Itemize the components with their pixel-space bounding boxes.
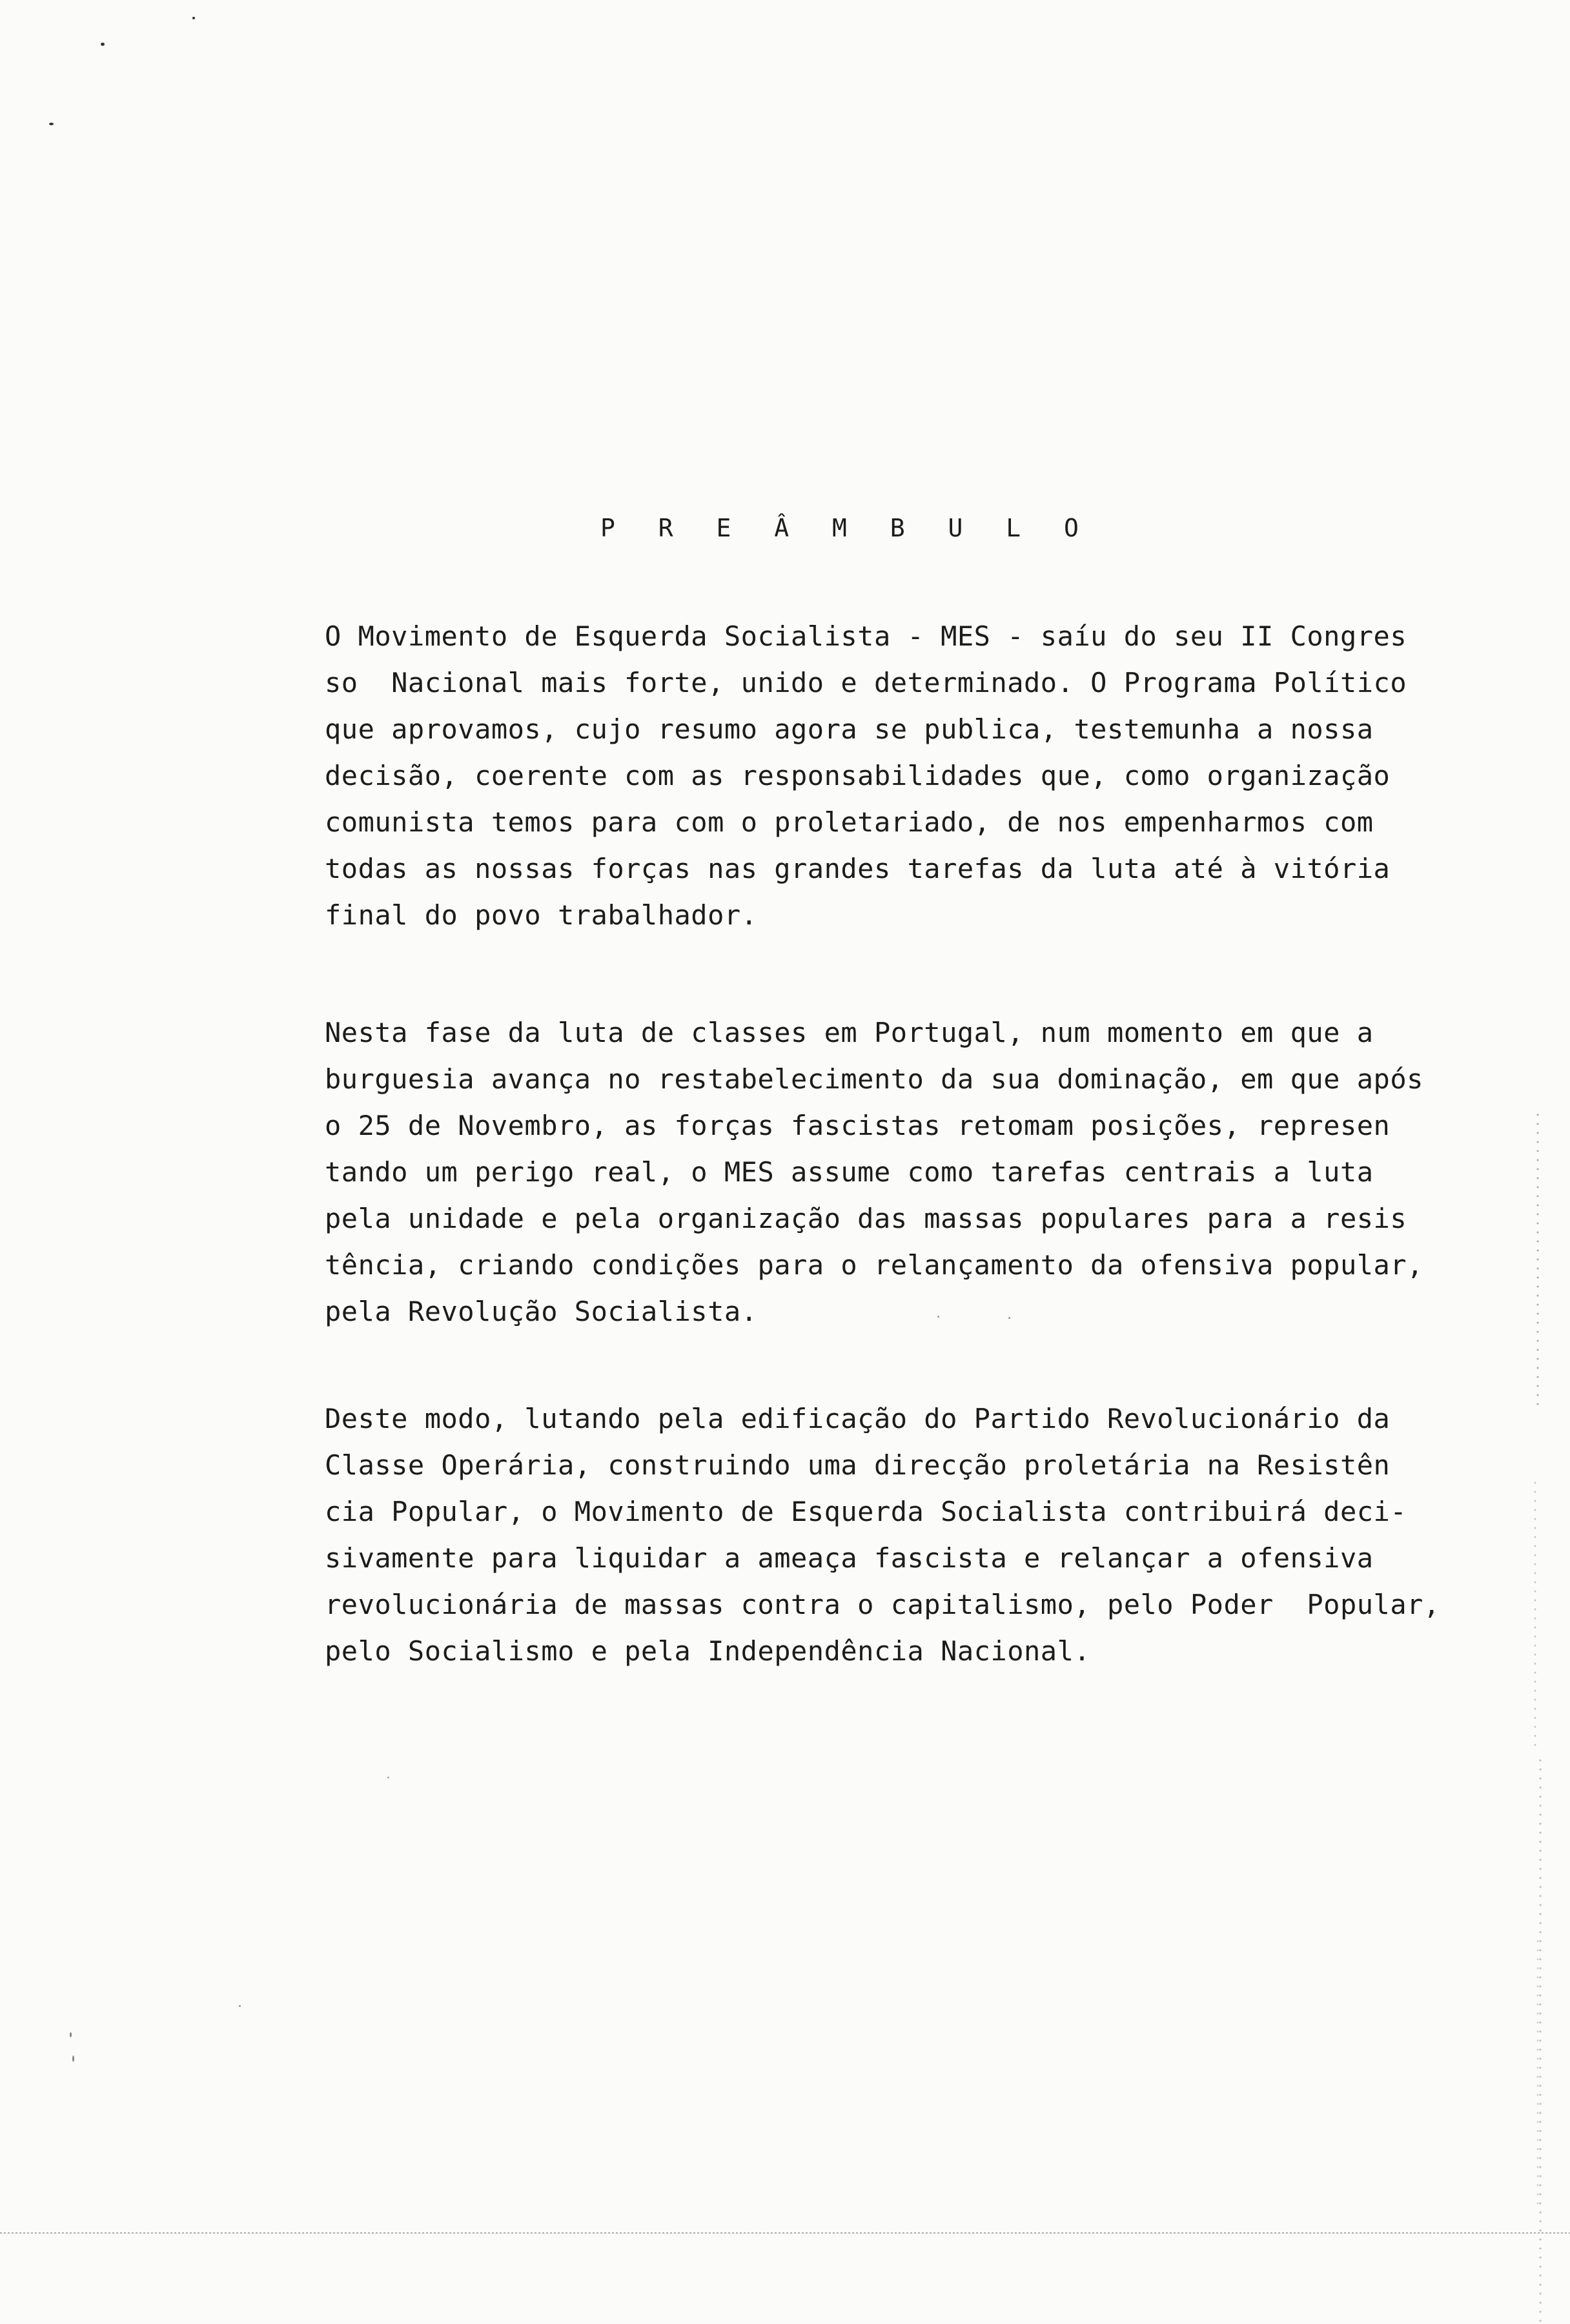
scan-bottom-edge xyxy=(0,2232,1570,2234)
paragraph-2 xyxy=(325,1010,1422,1335)
text-line: cia Popular, o Movimento de Esquerda Socialista contribuirá deci- xyxy=(325,1496,1407,1527)
text-line: sivamente para liquidar a ameaça fascista e relançar a ofensiva xyxy=(325,1542,1374,1574)
scan-speck xyxy=(239,2005,241,2007)
text-line: decisão, coerente com as responsabilidades que, como organização xyxy=(325,760,1391,791)
text-line: Classe Operária, construindo uma direcção proletária na Resistên xyxy=(325,1449,1391,1481)
text-line: so Nacional mais forte, unido e determinado. O Programa Político xyxy=(325,667,1407,698)
scan-speck xyxy=(192,17,195,19)
text-line: burguesia avança no restabelecimento da sua dominação, em que após xyxy=(325,1063,1423,1095)
scan-speck xyxy=(387,1777,389,1779)
text-line: O Movimento de Esquerda Socialista - MES - saíu do seu II Congres xyxy=(325,620,1407,652)
text-line: todas as nossas forças nas grandes tarefas da luta até à vitória xyxy=(325,853,1391,884)
text-line: Nesta fase da luta de classes em Portugal, num momento em que a xyxy=(325,1017,1374,1048)
scan-edge-noise xyxy=(1536,1937,1539,2208)
scan-edge-noise xyxy=(1536,1110,1539,1407)
text-line: Deste modo, lutando pela edificação do Partido Revolucionário da xyxy=(325,1403,1391,1434)
scan-speck xyxy=(49,123,54,125)
scan-speck xyxy=(70,2032,72,2037)
scan-edge-noise xyxy=(1534,1478,1536,1749)
text-line: pelo Socialismo e pela Independência Nacional. xyxy=(325,1635,1091,1667)
text-line: final do povo trabalhador. xyxy=(325,899,758,931)
text-line: que aprovamos, cujo resumo agora se publica, testemunha a nossa xyxy=(325,713,1374,745)
scan-edge-noise xyxy=(1539,1756,1542,2324)
scan-speck xyxy=(72,2055,74,2062)
text-line: tando um perigo real, o MES assume como tarefas centrais a luta xyxy=(325,1156,1374,1188)
document-title: P R E Â M B U L O xyxy=(600,514,1093,542)
text-line: tência, criando condições para o relançamento da ofensiva popular, xyxy=(325,1249,1423,1281)
text-line: pela Revolução Socialista. xyxy=(325,1296,758,1327)
paragraph-3 xyxy=(325,1396,1440,1675)
scan-speck xyxy=(101,43,105,46)
paragraph-1 xyxy=(325,613,1422,939)
text-line: revolucionária de massas contra o capitalismo, pelo Poder Popular, xyxy=(325,1589,1440,1620)
text-line: pela unidade e pela organização das massas populares para a resis xyxy=(325,1203,1407,1234)
text-line: o 25 de Novembro, as forças fascistas retomam posições, represen xyxy=(325,1110,1391,1141)
text-line: comunista temos para com o proletariado, de nos empenharmos com xyxy=(325,806,1374,838)
